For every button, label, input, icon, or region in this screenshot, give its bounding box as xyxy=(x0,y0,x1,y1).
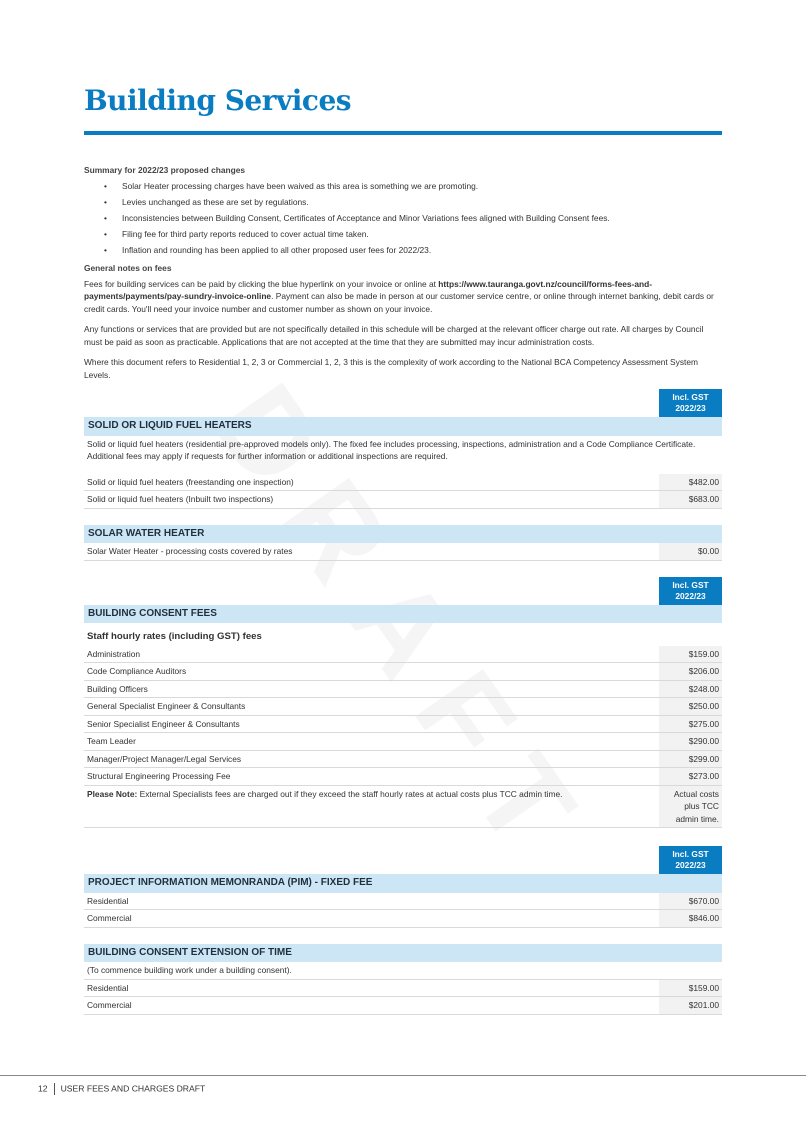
fee-label: Commercial xyxy=(84,997,659,1015)
fee-value: $0.00 xyxy=(659,543,722,560)
fee-label: Senior Specialist Engineer & Consultants xyxy=(84,715,659,733)
fee-label: Code Compliance Auditors xyxy=(84,663,659,681)
summary-bullet: • Solar Heater processing charges have been waived as this area is something we are promoting. xyxy=(104,180,722,193)
fee-label: Building Officers xyxy=(84,680,659,698)
fee-value: $273.00 xyxy=(659,768,722,786)
section-title-extension: BUILDING CONSENT EXTENSION OF TIME xyxy=(84,944,722,963)
fee-value: $201.00 xyxy=(659,997,722,1015)
footer-separator xyxy=(54,1083,55,1095)
fee-label: Administration xyxy=(84,646,659,663)
fees-table-heaters xyxy=(84,389,722,1015)
notes-text: Fees for building services can be paid by clicking the blue hyperlink on your invoice or online at xyxy=(84,278,439,289)
fee-value: $299.00 xyxy=(659,750,722,768)
notes-heading: General notes on fees xyxy=(84,263,172,273)
fee-value: $275.00 xyxy=(659,715,722,733)
fee-value: $290.00 xyxy=(659,733,722,751)
page-content xyxy=(84,164,722,1015)
section-description: Solid or liquid fuel heaters (residential pre-approved models only). The fixed fee includes processing, inspections, administration and a Code Compliance Certificate. Additional fees may apply if requests for further information or additional inspections are required. xyxy=(87,438,696,461)
fee-value: $670.00 xyxy=(659,893,722,910)
note-label: Please Note: xyxy=(87,788,138,799)
note-row xyxy=(84,785,659,828)
fee-value: $248.00 xyxy=(659,680,722,698)
summary-list xyxy=(84,180,722,257)
column-header-gst: Incl. GST 2022/23 xyxy=(659,577,722,605)
fee-value: $250.00 xyxy=(659,698,722,716)
fee-label: Solid or liquid fuel heaters (freestanding one inspection) xyxy=(84,474,659,491)
fee-label: Residential xyxy=(84,979,659,997)
fee-value: $206.00 xyxy=(659,663,722,681)
fee-value: $159.00 xyxy=(659,646,722,663)
note-text: External Specialists fees are charged out if they exceed the staff hourly rates at actual costs plus TCC admin time. xyxy=(137,788,563,799)
page-title: Building Services xyxy=(84,84,352,117)
fee-value: $846.00 xyxy=(659,910,722,928)
page-footer xyxy=(38,1083,205,1095)
notes-paragraph-functions: Any functions or services that are provided but are not specifically detailed in this schedule will be charged at the relevant officer charge out rate. All charges by Council must be paid as soon as practicable. Applications that are not accepted at the time that they are submitted may incur administration costs. xyxy=(84,324,704,347)
section-title-pim: PROJECT INFORMATION MEMONRANDA (PIM) - FIXED FEE xyxy=(84,874,722,893)
note-value: Actual costs plus TCC admin time. xyxy=(659,785,722,828)
summary-bullet: • Inflation and rounding has been applied to all other proposed user fees for 2022/23. xyxy=(104,244,722,257)
staff-rates-title: Staff hourly rates (including GST) fees xyxy=(87,631,262,642)
fee-label: Team Leader xyxy=(84,733,659,751)
fee-label: Manager/Project Manager/Legal Services xyxy=(84,750,659,768)
summary-bullet: • Inconsistencies between Building Consent, Certificates of Acceptance and Minor Variations fees aligned with Building Consent fees. xyxy=(104,212,722,225)
notes-paragraph-payment xyxy=(84,278,722,316)
summary-bullet: • Filing fee for third party reports reduced to cover actual time taken. xyxy=(104,228,722,241)
fee-label: Solid or liquid fuel heaters (Inbuilt two inspections) xyxy=(84,491,659,509)
notes-text: . Payment can also be made in person at our customer service centre, or online through internet banking, debit cards or credit cards. You'll need your invoice number and customer number as shown on your invoice. xyxy=(84,291,714,314)
section-title-solid-fuel: SOLID OR LIQUID FUEL HEATERS xyxy=(84,417,722,436)
fee-label: Solar Water Heater - processing costs covered by rates xyxy=(84,543,659,560)
summary-heading: Summary for 2022/23 proposed changes xyxy=(84,165,246,175)
column-header-gst: Incl. GST 2022/23 xyxy=(659,389,722,417)
fee-value: $159.00 xyxy=(659,979,722,997)
title-rule xyxy=(84,131,722,135)
page-number: 12 xyxy=(38,1083,48,1094)
notes-paragraph-levels: Where this document refers to Residential 1, 2, 3 or Commercial 1, 2, 3 this is the complexity of work according to the National BCA Competency Assessment System Levels. xyxy=(84,357,698,380)
section-title-solar: SOLAR WATER HEATER xyxy=(84,525,722,544)
fee-label: General Specialist Engineer & Consultants xyxy=(84,698,659,716)
fee-label: Residential xyxy=(84,893,659,910)
column-header-gst: Incl. GST 2022/23 xyxy=(659,846,722,874)
section-description: (To commence building work under a building consent). xyxy=(84,962,722,979)
fee-label: Structural Engineering Processing Fee xyxy=(84,768,659,786)
fee-value: $683.00 xyxy=(659,491,722,509)
fee-label: Commercial xyxy=(84,910,659,928)
payment-link[interactable]: https://www.tauranga.govt.nz/council/forms-fees-and-payments/payments/pay-sundry-invoice-online xyxy=(84,278,653,301)
footer-rule xyxy=(0,1075,806,1076)
fee-value: $482.00 xyxy=(659,474,722,491)
footer-label: USER FEES AND CHARGES DRAFT xyxy=(60,1083,206,1094)
summary-bullet: • Levies unchanged as these are set by regulations. xyxy=(104,196,722,209)
section-title-building-consent: BUILDING CONSENT FEES xyxy=(84,605,722,624)
